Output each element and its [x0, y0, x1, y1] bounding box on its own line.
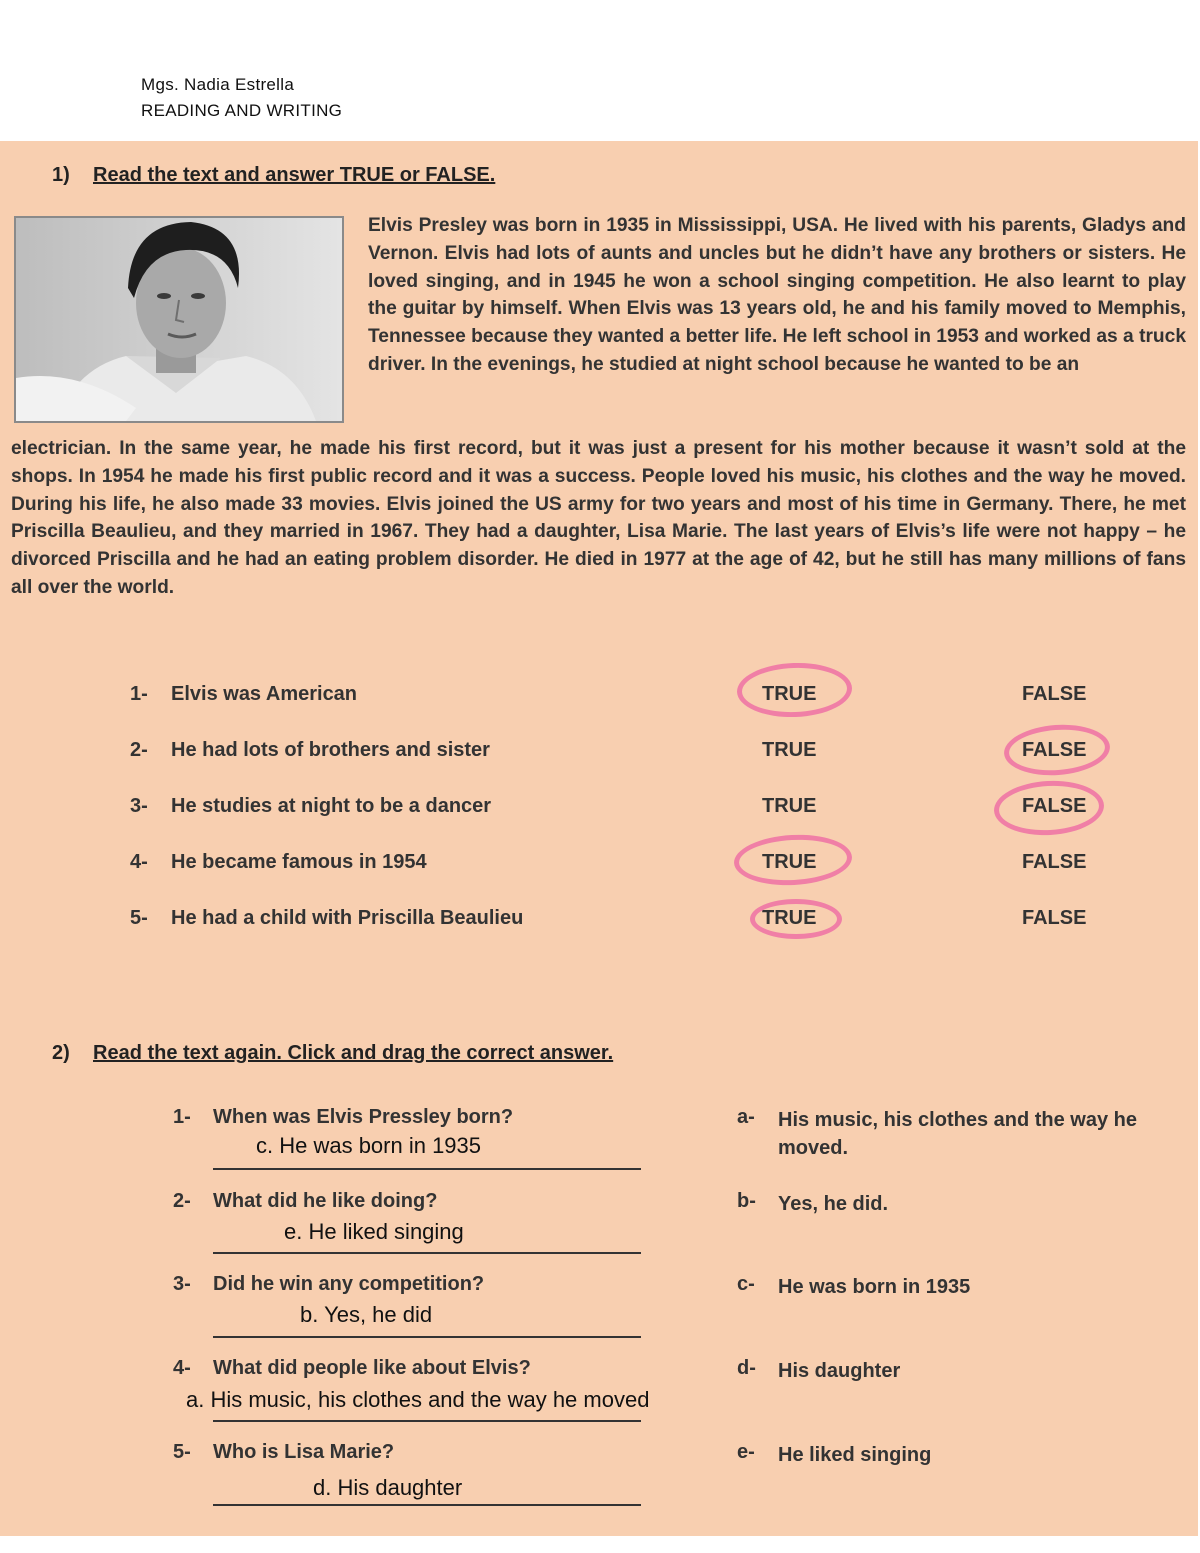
answer-circle-mark: [750, 899, 842, 939]
answer-drop-zone[interactable]: d. His daughter: [313, 1475, 463, 1500]
option-letter: e-: [737, 1441, 755, 1463]
answer-underline: [213, 1504, 641, 1506]
question-text: Who is Lisa Marie?: [213, 1441, 395, 1463]
option-letter: c-: [737, 1273, 755, 1295]
tf-item-statement: He had a child with Priscilla Beaulieu: [171, 907, 524, 929]
author-name: Mgs. Nadia Estrella: [141, 75, 295, 94]
question-text: What did he like doing?: [213, 1190, 438, 1212]
tf-item-number: 5-: [130, 907, 148, 929]
tf-item-number: 4-: [130, 851, 148, 873]
tf-item-1: [0, 683, 1200, 713]
tf-item-5: [0, 907, 1200, 937]
false-option[interactable]: FALSE: [1022, 739, 1087, 761]
true-option[interactable]: TRUE: [762, 795, 817, 817]
tf-item-statement: He studies at night to be a dancer: [171, 795, 492, 817]
section1-title: Read the text and answer TRUE or FALSE.: [93, 164, 496, 186]
passage-right-column: Elvis Presley was born in 1935 in Mississippi, USA. He lived with his parents, Gladys and Vernon. Elvis had lots of aunts and uncles but he didn’t have any brothers or sisters. He loved singing, and in 1945 he won a school singing competition. He also learnt to play the guitar by himself. When Elvis was 13 years old, he and his family moved to Memphis, Tennessee because they wanted a better life. He left school in 1953 and worked as a truck driver. In the evenings, he studied at night school because he wanted to be an: [368, 215, 1186, 375]
worksheet-header: [141, 72, 342, 124]
question-number: 5-: [173, 1441, 191, 1463]
elvis-portrait-photo: [14, 216, 344, 423]
section2-number: 2): [52, 1042, 70, 1064]
option-text: He liked singing: [778, 1444, 932, 1466]
true-option[interactable]: TRUE: [762, 739, 817, 761]
option-letter: b-: [737, 1190, 756, 1212]
option-text: His music, his clothes and the way he moved.: [778, 1109, 1137, 1159]
answer-drop-zone[interactable]: b. Yes, he did: [300, 1302, 433, 1327]
false-option[interactable]: FALSE: [1022, 795, 1087, 817]
answer-drop-zone[interactable]: e. He liked singing: [284, 1219, 464, 1244]
option-letter: a-: [737, 1106, 755, 1128]
passage-full-width: electrician. In the same year, he made his first record, but it was just a present for his mother because it wasn’t sold at the shops. In 1954 he made his first public record and it was a success. People loved his music, his clothes and the way he moved. During his life, he also made 33 movies. Elvis joined the US army for two years and most of his time in Germany. There, he met Priscilla Beaulieu, and they married in 1967. They had a daughter, Lisa Marie. The last years of Elvis’s life were not happy – he divorced Priscilla and he had an eating problem disorder. He died in 1977 at the age of 42, but he still has many millions of fans all over the world.: [11, 438, 1186, 598]
true-option[interactable]: TRUE: [762, 683, 817, 705]
option-text: He was born in 1935: [778, 1276, 971, 1298]
course-name: READING AND WRITING: [141, 101, 343, 120]
question-number: 1-: [173, 1106, 191, 1128]
true-option[interactable]: TRUE: [762, 851, 817, 873]
option-text: His daughter: [778, 1360, 901, 1382]
question-number: 3-: [173, 1273, 191, 1295]
tf-item-4: [0, 851, 1200, 881]
tf-item-statement: He became famous in 1954: [171, 851, 427, 873]
tf-item-statement: He had lots of brothers and sister: [171, 739, 490, 761]
option-text: Yes, he did.: [778, 1193, 889, 1215]
answer-underline: [213, 1420, 641, 1422]
answer-underline: [213, 1336, 641, 1338]
option-letter: d-: [737, 1357, 756, 1379]
portrait-illustration: [16, 218, 342, 421]
tf-item-statement: Elvis was American: [171, 683, 358, 705]
section1-number: 1): [52, 164, 70, 186]
answer-drop-zone[interactable]: a. His music, his clothes and the way he moved: [186, 1387, 650, 1412]
tf-item-number: 2-: [130, 739, 148, 761]
section2-title: Read the text again. Click and drag the correct answer.: [93, 1042, 614, 1064]
true-option[interactable]: TRUE: [762, 907, 817, 929]
tf-item-number: 3-: [130, 795, 148, 817]
question-number: 2-: [173, 1190, 191, 1212]
tf-item-number: 1-: [130, 683, 148, 705]
answer-drop-zone[interactable]: c. He was born in 1935: [256, 1133, 482, 1158]
false-option[interactable]: FALSE: [1022, 907, 1087, 929]
false-option[interactable]: FALSE: [1022, 683, 1087, 705]
question-text: Did he win any competition?: [213, 1273, 485, 1295]
question-number: 4-: [173, 1357, 191, 1379]
question-text: When was Elvis Pressley born?: [213, 1106, 514, 1128]
question-text: What did people like about Elvis?: [213, 1357, 531, 1379]
answer-underline: [213, 1168, 641, 1170]
false-option[interactable]: FALSE: [1022, 851, 1087, 873]
answer-underline: [213, 1252, 641, 1254]
